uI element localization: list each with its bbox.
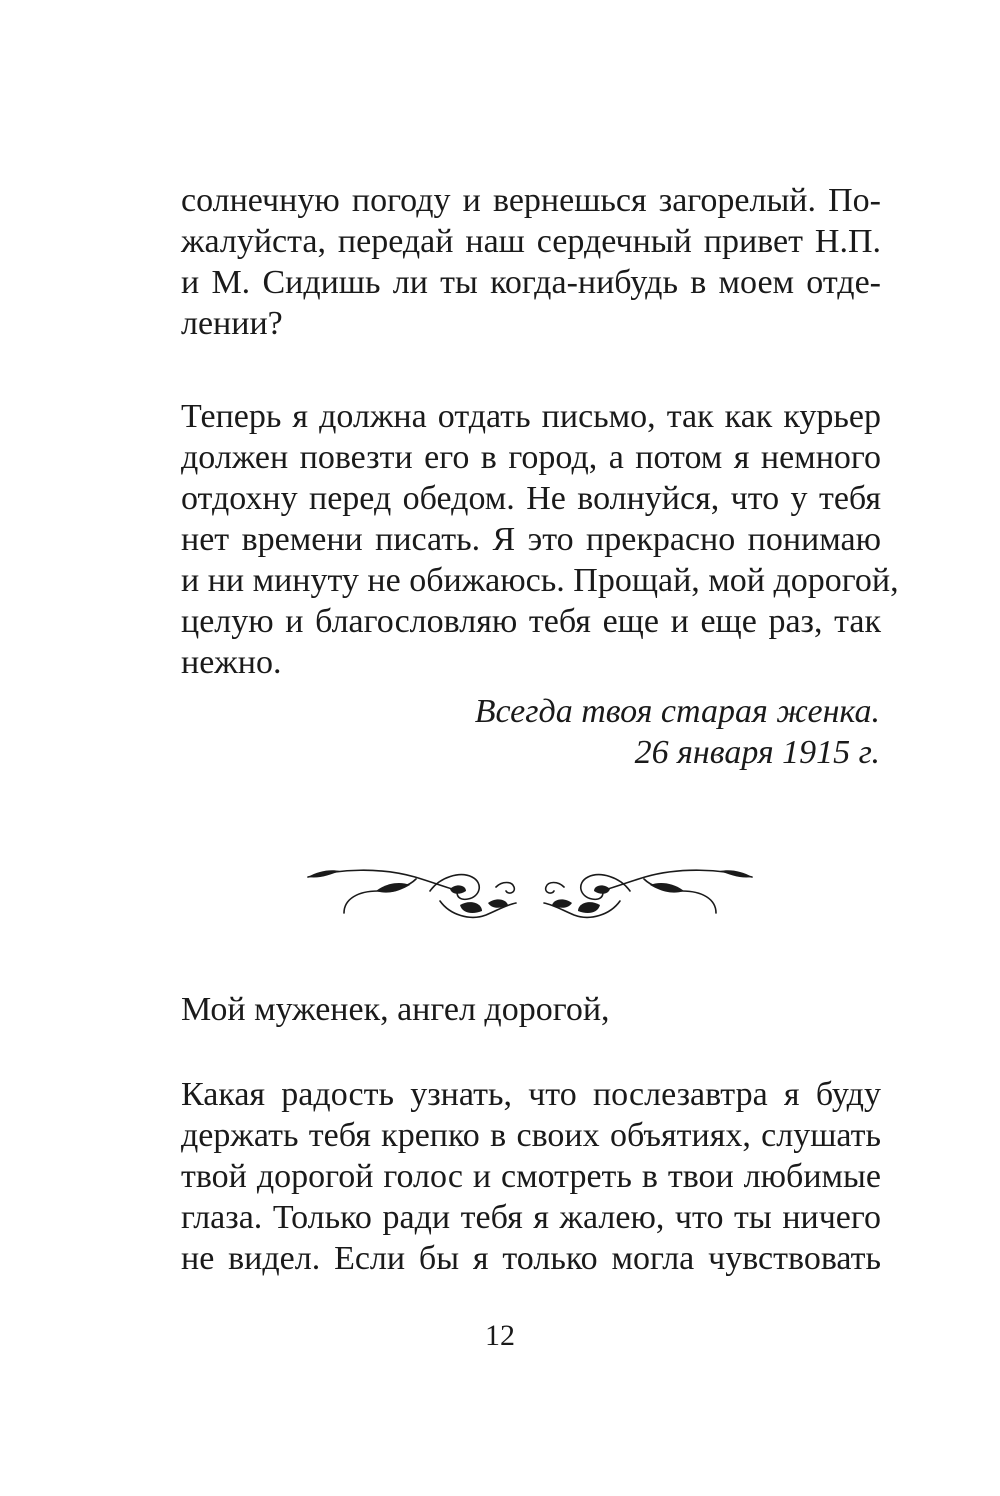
text-line: Теперь я должна отдать письмо, так как курьер <box>181 398 881 435</box>
paragraph-1 <box>181 180 881 344</box>
text-line: не видел. Если бы я только могла чувствовать <box>181 1240 881 1277</box>
text-line: лении? <box>181 305 283 342</box>
text-line: должен повезти его в город, а потом я немного <box>181 439 881 476</box>
text-line: целую и благословляю тебя еще и еще раз, так <box>181 603 881 640</box>
text-line: держать тебя крепко в своих объятиях, слушать <box>181 1117 881 1154</box>
text-line: отдохну перед обедом. Не волнуйся, что у тебя <box>181 480 881 517</box>
floral-scroll-ornament-icon <box>300 855 760 935</box>
text-line: жалуйста, передай наш сердечный привет Н.П. <box>181 223 881 260</box>
text-line: глаза. Только ради тебя я жалею, что ты ничего <box>181 1199 881 1236</box>
text-line: нет времени писать. Я это прекрасно понимаю <box>181 521 881 558</box>
text-line: твой дорогой голос и смотреть в твои любимые <box>181 1158 881 1195</box>
text-line: солнечную погоду и вернешься загорелый. По- <box>181 182 881 219</box>
signature-line: Всегда твоя старая женка. <box>474 693 880 730</box>
text-line: нежно. <box>181 644 282 681</box>
letter-greeting: Мой муженек, ангел дорогой, <box>181 991 610 1028</box>
signature-date: 26 января 1915 г. <box>634 734 880 771</box>
text-line: Какая радость узнать, что послезавтра я буду <box>181 1076 881 1113</box>
page-number: 12 <box>485 1319 515 1352</box>
paragraph-2 <box>181 396 899 683</box>
text-line: и М. Сидишь ли ты когда-нибудь в моем отде- <box>181 264 881 301</box>
paragraph-3 <box>181 1074 881 1279</box>
text-line: и ни минуту не обижаюсь. Прощай, мой дорогой, <box>181 562 899 599</box>
